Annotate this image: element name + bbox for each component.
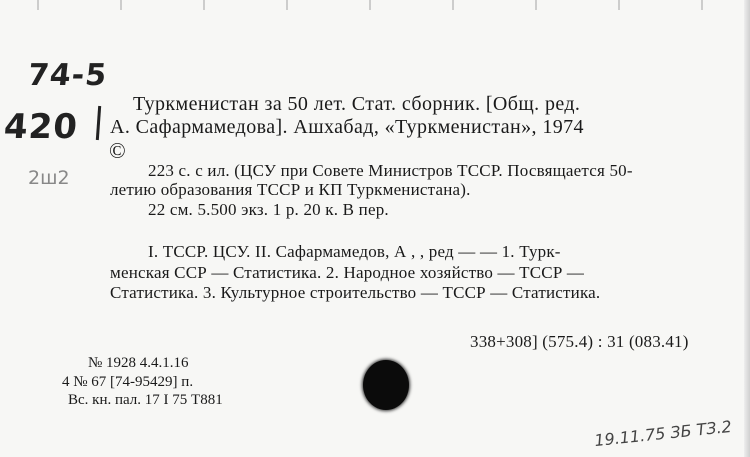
subject-line-3: Статистика. 3. Культурное строительство — ТССР — Статистика. — [110, 283, 601, 302]
title-line-1: Туркменистан за 50 лет. Стат. сборник. [Общ. ред. — [133, 93, 581, 115]
paper-speckle — [0, 0, 750, 10]
copyright-symbol: © — [109, 138, 126, 163]
subject-line-2: менская ССР — Статистика. 2. Народное хозяйство — ТССР — — [110, 263, 585, 282]
handwritten-date-stamp: 19.11.75 ЗБ ТЗ.2 — [593, 416, 733, 451]
udc-classification: 338+308] (575.4) : 31 (083.41) — [470, 332, 689, 351]
footer-line-3: Вс. кн. пал. 17 I 75 Т881 — [68, 392, 223, 408]
punch-hole — [363, 360, 409, 410]
subject-line-1: I. ТССР. ЦСУ. II. Сафармамедов, А , , ред — — 1. Турк- — [148, 242, 561, 261]
description-line-3: 22 см. 5.500 экз. 1 р. 20 к. В пер. — [148, 200, 389, 219]
handwritten-aux-code: 2ш2 — [28, 167, 70, 189]
footer-line-2: 4 № 67 [74-95429] п. — [62, 374, 194, 390]
description-line-1: 223 с. с ил. (ЦСУ при Совете Министров ТССР. Посвящается 50- — [148, 161, 633, 180]
description-line-2: летию образования ТССР и КП Туркменистана). — [110, 180, 471, 199]
footer-line-1: № 1928 4.4.1.16 — [88, 355, 189, 371]
handwritten-top-number: 74-5 — [26, 58, 109, 93]
title-line-2: А. Сафармамедова]. Ашхабад, «Туркменистан», 1974 — [110, 116, 584, 138]
card-edge — [744, 0, 750, 457]
index-bar — [96, 106, 101, 140]
handwritten-index-number: 420 — [2, 107, 80, 147]
